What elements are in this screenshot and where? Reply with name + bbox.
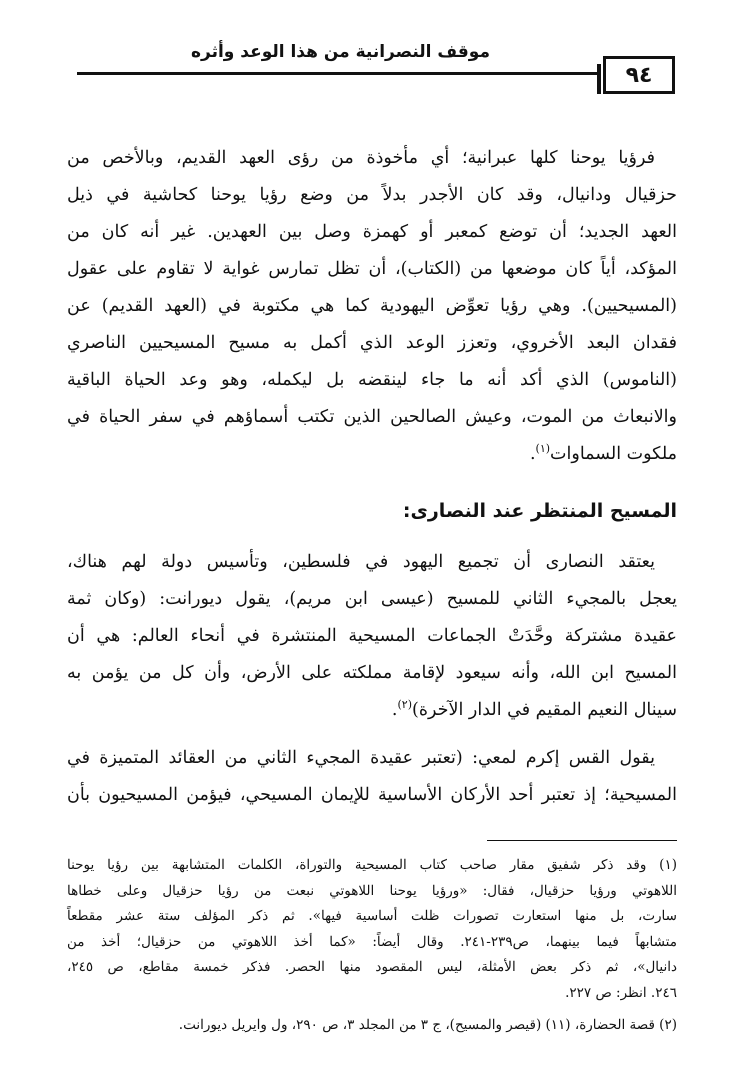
footnote-reference: (٢) <box>397 698 413 712</box>
text-line: يعجل بالمجيء الثاني للمسيح (عيسى ابن مريم)، يقول ديورانت: (وكان ثمة <box>67 589 677 609</box>
footnote-line: (١) وقد ذكر شفيق مقار صاحب كتاب المسيحية والتوراة، الكلمات المتشابهة بين رؤيا يوحنا <box>67 857 677 873</box>
text-line: ملكوت السماوات$^{(١)}$. <box>529 442 677 464</box>
footnote-line: (٢) قصة الحضارة، (١١) (قيصر والمسيح)، ج ٣ من المجلد ٣، ص ٢٩٠، ول وايريل ديورانت. <box>178 1016 677 1033</box>
text-line: المسيحية؛ إذ تعتبر أحد الأركان الأساسية للإيمان المسيحي، فيؤمن المسيحيون بأن <box>67 785 677 805</box>
footnotes <box>67 853 677 1038</box>
paragraph-3 <box>67 740 677 814</box>
footnote-line: سارت، بل منها استعارت تصورات ظلت أساسية فيها». ثم ذكر المؤلف ستة عشر مقطعاً <box>67 908 677 925</box>
text-line: يقول القس إكرم لمعي: (تعتبر عقيدة المجيء الثاني من العقائد المتميزة في <box>67 748 655 768</box>
text-line: عقيدة مشتركة وحَّدَتْ الجماعات المسيحية المنتشرة في أنحاء العالم: هي أن <box>67 626 677 646</box>
header-rule <box>77 72 597 75</box>
text-fragment: سينال النعيم المقيم في الدار الآخرة) <box>412 700 677 720</box>
text-line: المؤكد، أياً كان موضعها من (الكتاب)، أن تظل تمارس غواية لا تقاوم على عقول <box>67 259 677 279</box>
footnote-line: دانيال»، ثم ذكر بعض الأمثلة، ليس المقصود منها الحصر. فذكر خمسة مقاطع، ص ٢٤٥، <box>67 959 677 976</box>
footnote-rule <box>487 840 677 841</box>
section-heading: المسيح المنتظر عند النصارى: <box>402 500 677 522</box>
text-line: والانبعاث من الموت، وعيش الصالحين الذين تكتب أسماؤهم في سفر الحياة في <box>67 407 677 427</box>
page-number: ٩٤ <box>603 56 675 94</box>
footnote-reference: (١) <box>535 442 551 456</box>
paragraph-2 <box>67 544 677 729</box>
footnote-line: متشابهاً فيما بينهما، ص٢٣٩-٢٤١. وقال أيضاً: «كما أخذ اللاهوتي من حزقيال؛ أخذ من <box>67 933 677 950</box>
footnote-line: اللاهوتي ورؤيا حزقيال، فقال: «ورؤيا يوحنا اللاهوتي نبعت من رؤيا حزقيال وعلى خطاها <box>67 882 677 899</box>
text-line: سينال النعيم المقيم في الدار الآخرة)$^{(٢)}$. <box>391 698 677 720</box>
text-line: (المسيحيين). وهي رؤيا تعوِّض اليهودية كما هي مكتوبة في (العهد القديم) عن <box>67 296 677 316</box>
running-header-title: موقف النصرانية من هذا الوعد وأثره <box>190 42 490 62</box>
text-line: فقدان البعد الأخروي، وتعزز الوعد الذي أكمل به مسيح المسيحيين الناصري <box>67 333 677 353</box>
paragraph-1 <box>67 140 677 473</box>
footnote-line: ٢٤٦. انظر: ص ٢٢٧. <box>565 984 677 1001</box>
text-fragment: ملكوت السماوات <box>550 444 677 464</box>
text-line: العهد الجديد؛ أن توضع كمعبر أو كهمزة وصل بين العهدين. غير أنه كان من <box>67 222 677 242</box>
text-line: فرؤيا يوحنا كلها عبرانية؛ أي مأخوذة من رؤى العهد القديم، وبالأخص من <box>67 148 655 168</box>
text-line: حزقيال ودانيال، وقد كان الأجدر بدلاً من وضع رؤيا يوحنا كحاشية في ذيل <box>67 185 677 205</box>
text-line: المسيح ابن الله، وأنه سيعود لإقامة مملكته على الأرض، وأن كل من يؤمن به <box>67 663 677 683</box>
text-line: (الناموس) الذي أكد أنه ما جاء لينقضه بل ليكمله، وهو وعد الحياة الباقية <box>67 370 677 390</box>
text-line: يعتقد النصارى أن تجميع اليهود في فلسطين، وتأسيس دولة لهم هناك، <box>67 552 655 572</box>
